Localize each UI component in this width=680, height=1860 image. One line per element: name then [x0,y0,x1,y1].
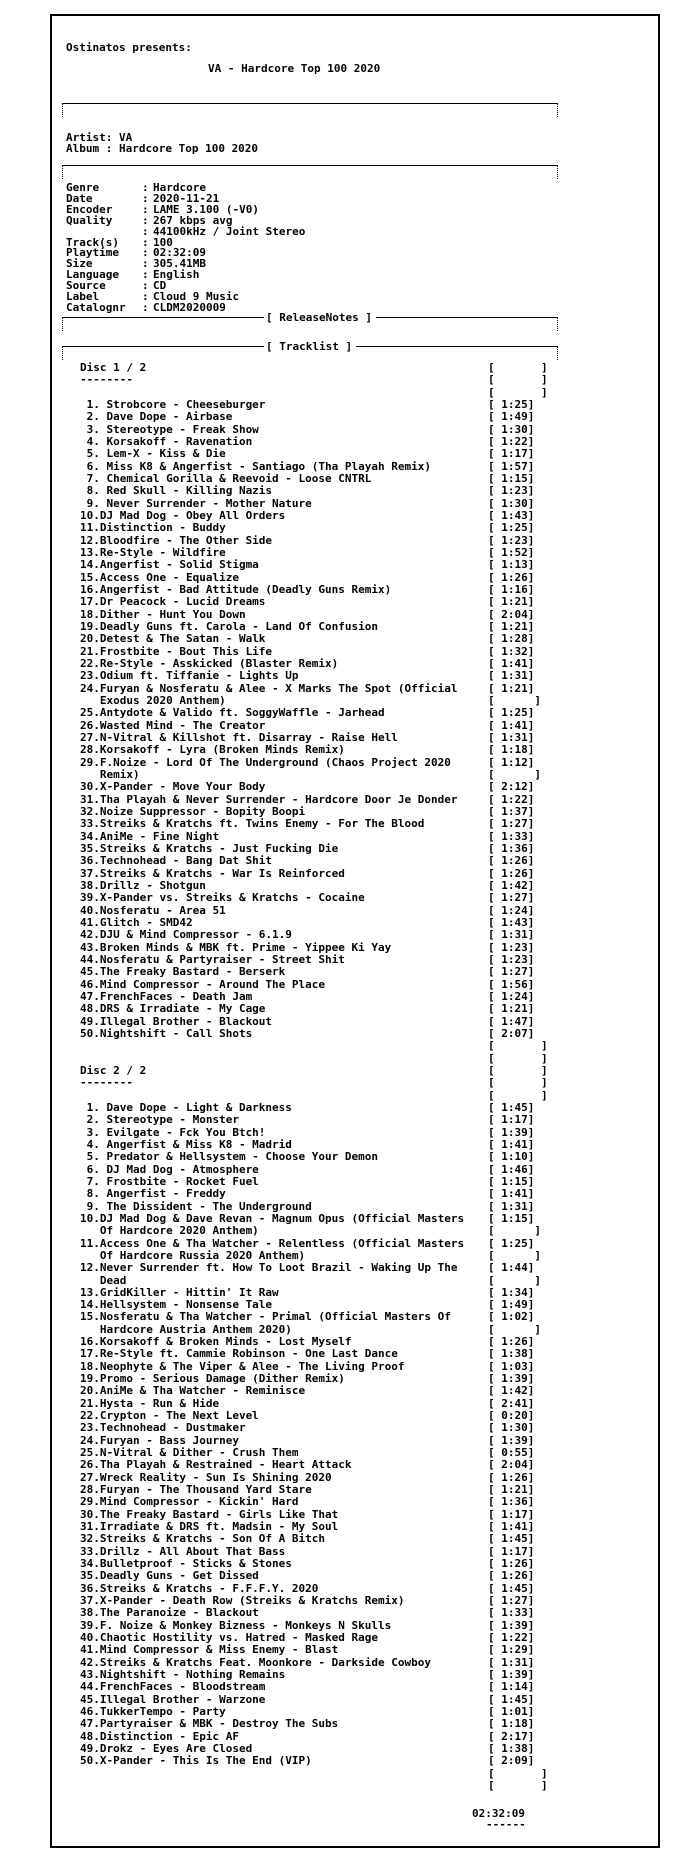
info-colon: : [142,246,149,260]
info-label: Genre [66,181,100,194]
track-duration: [ 1:22] [488,435,535,448]
track-title: 20.AniMe & Tha Watcher - Reminisce [80,1384,306,1398]
track-duration: [ 1:31] [488,928,535,942]
info-value: LAME 3.100 (-V0) [153,202,259,216]
track-title: 49.Illegal Brother - Blackout [80,1014,273,1028]
track-title: 47.FrenchFaces - Death Jam [80,989,253,1003]
track-duration: [ 1:21] [488,681,535,695]
track-duration: [ 1:26] [488,570,535,584]
track-title: 36.Streiks & Kratchs - F.F.F.Y. 2020 [80,1581,319,1595]
info-label: Playtime [66,246,119,260]
track-title: 29.F.Noize - Lord Of The Underground (Chaos Project 2020 [80,755,451,769]
info-label: Source [66,279,106,293]
track-duration: [ 1:25] [488,398,535,411]
track-title: 20.Detest & The Satan - Walk [80,632,266,646]
info-value: 100 [153,235,173,249]
track-duration: [ 1:33] [488,1606,535,1620]
track-duration: [ 1:21] [488,1483,535,1497]
track-duration: [ 1:26] [488,1557,535,1571]
info-value: Hardcore [153,181,206,194]
tracklist-heading: [ Tracklist ] [266,340,353,353]
track-duration: [ 1:45] [488,1692,535,1706]
track-duration: [ 2:07] [488,1026,535,1040]
track-duration: [ 1:01] [488,1705,535,1718]
track-title: Exodus 2020 Anthem) [80,693,226,707]
track-duration: [ 1:56] [488,977,535,991]
tracklist [52,16,658,1846]
track-title: 31.Irradiate & DRS ft. Madsin - My Soul [80,1520,339,1534]
track-duration: [ 1:17] [488,1507,535,1521]
track-title: 24.Furyan & Nosferatu & Alee - X Marks The Spot (Official [80,681,458,695]
track-title: 4. Korsakoff - Ravenation [80,435,253,448]
track-title: 7. Frostbite - Rocket Fuel [80,1174,259,1188]
track-duration: [ 1:31] [488,1655,535,1669]
track-title: 21.Frostbite - Bout This Life [80,644,273,658]
info-colon: : [142,224,149,238]
info-colon: : [142,235,149,249]
track-title: 12.Never Surrender ft. How To Loot Brazil - Waking Up The [80,1261,458,1275]
track-duration: [ ] [488,1779,548,1792]
track-duration: [ 1:41] [488,1137,535,1151]
track-duration: [ 1:43] [488,509,535,522]
track-title: 37.Streiks & Kratchs - War Is Reinforced [80,866,345,880]
track-duration: [ 1:18] [488,743,535,757]
track-title: 19.Promo - Serious Damage (Dither Remix) [80,1372,345,1386]
track-title: 26.Tha Playah & Restrained - Heart Attack [80,1458,352,1472]
track-title: 1. Dave Dope - Light & Darkness [80,1100,292,1114]
track-title: 26.Wasted Mind - The Creator [80,718,266,732]
track-duration: [ 1:31] [488,669,535,683]
track-title: 10.DJ Mad Dog - Obey All Orders [80,509,286,522]
presents-line: Ostinatos presents: [66,41,192,54]
track-title: 5. Lem-X - Kiss & Die [80,447,226,461]
info-colon: : [142,279,149,293]
track-title: 13.GridKiller - Hittin' It Raw [80,1285,279,1299]
track-title: 32.Noize Suppressor - Bopity Boopi [80,804,306,818]
track-duration: [ 1:45] [488,1532,535,1546]
info-colon: : [142,257,149,271]
track-duration: [ 1:30] [488,422,535,436]
track-duration: [ 1:10] [488,1150,535,1164]
track-duration: [ 1:36] [488,1495,535,1509]
info-label: Track(s) [66,235,119,249]
track-title: 42.DJU & Mind Compressor - 6.1.9 [80,928,292,942]
track-title: 8. Red Skull - Killing Nazis [80,484,273,498]
track-duration: [ 1:21] [488,619,535,633]
track-title: 11.Distinction - Buddy [80,521,226,535]
info-colon: : [142,268,149,282]
track-duration: [ 2:04] [488,607,535,621]
track-duration: [ 2:09] [488,1754,535,1768]
track-duration: [ 1:25] [488,1236,535,1250]
info-colon: : [142,300,149,314]
track-title: 33.Drillz - All About That Bass [80,1544,286,1558]
info-value: 02:32:09 [153,246,206,260]
track-title: Hardcore Austria Anthem 2020) [80,1322,292,1336]
track-duration: [ 1:26] [488,1470,535,1484]
track-title: 42.Streiks & Kratchs Feat. Moonkore - Darkside Cowboy [80,1655,431,1669]
track-duration: [ 1:16] [488,582,535,596]
track-title: 10.DJ Mad Dog & Dave Revan - Magnum Opus (Official Masters [80,1211,465,1225]
track-title: 23.Odium ft. Tiffanie - Lights Up [80,669,299,683]
track-title: 50.X-Pander - This Is The End (VIP) [80,1754,312,1768]
track-duration: [ 1:17] [488,1113,535,1127]
track-title: Of Hardcore Russia 2020 Anthem) [80,1248,306,1262]
track-duration: [ 1:52] [488,546,535,559]
track-duration: [ 1:31] [488,730,535,744]
track-duration: [ 1:02] [488,1310,535,1324]
info-value: 2020-11-21 [153,191,220,205]
release-notes-heading: [ ReleaseNotes ] [266,311,372,324]
track-title: Dead [80,1273,127,1287]
track-title: 35.Deadly Guns - Get Dissed [80,1569,259,1583]
track-duration: [ 1:22] [488,1631,535,1644]
track-duration: [ 1:23] [488,940,535,954]
info-label: Language [66,268,119,282]
track-duration: [ 1:31] [488,1199,535,1213]
track-title: 7. Chemical Gorilla & Reevoid - Loose CNTRL [80,472,372,485]
track-title: 38.Drillz - Shotgun [80,878,206,892]
track-title: 11.Access One & Tha Watcher - Relentless (Official Masters [80,1236,465,1250]
track-duration: [ ] [488,693,541,707]
track-duration: [ 1:38] [488,1742,535,1755]
info-label: Date [66,191,93,205]
track-duration: [ 1:17] [488,447,535,461]
track-duration: [ 1:36] [488,841,535,855]
track-title: 18.Dither - Hunt You Down [80,607,246,621]
info-label: Catalognr [66,300,126,314]
track-duration: [ 1:49] [488,1298,535,1312]
track-title: 1. Strobcore - Cheeseburger [80,398,266,411]
info-colon: : [142,290,149,303]
track-title: 9. The Dissident - The Underground [80,1199,312,1213]
track-title: 46.TukkerTempo - Party [80,1705,226,1718]
info-label: Label [66,290,100,303]
track-title: 35.Streiks & Kratchs - Just Fucking Die [80,841,339,855]
track-title: 36.Technohead - Bang Dat Shit [80,854,273,868]
track-title: 6. DJ Mad Dog - Atmosphere [80,1162,259,1176]
track-title: 44.Nosferatu & Partyraiser - Street Shit [80,952,345,966]
track-title: 2. Stereotype - Monster [80,1113,239,1127]
track-duration: [ ] [488,1273,541,1287]
info-label: Encoder [66,202,113,216]
track-duration: [ ] [488,373,548,387]
track-title: 34.AniMe - Fine Night [80,829,220,843]
track-title: 4. Angerfist & Miss K8 - Madrid [80,1137,292,1151]
track-duration: [ 1:30] [488,496,535,510]
track-duration: [ 1:41] [488,656,535,670]
track-duration: [ 1:41] [488,718,535,732]
track-duration: [ 1:46] [488,1162,535,1176]
track-title: 2. Dave Dope - Airbase [80,410,233,424]
track-duration: [ 1:32] [488,644,535,658]
track-duration: [ 1:39] [488,1125,535,1139]
track-title: 29.Mind Compressor - Kickin' Hard [80,1495,299,1509]
track-duration: [ ] [488,1322,541,1336]
album-line: Album : Hardcore Top 100 2020 [66,142,259,155]
track-title: 46.Mind Compressor - Around The Place [80,977,326,991]
track-duration: [ 1:26] [488,866,535,880]
track-duration: [ 1:15] [488,1174,535,1188]
info-colon: : [142,202,149,216]
track-duration: [ ] [488,1224,541,1238]
track-title: 40.Chaotic Hostility vs. Hatred - Masked Rage [80,1631,379,1644]
track-duration: [ 1:42] [488,1384,535,1398]
track-title: -------- [80,373,133,387]
track-duration: [ 1:23] [488,533,535,547]
track-title: 30.The Freaky Bastard - Girls Like That [80,1507,339,1521]
track-duration: [ 2:17] [488,1729,535,1743]
track-duration: [ 1:23] [488,484,535,498]
track-title: 12.Bloodfire - The Other Side [80,533,273,547]
track-title: 16.Korsakoff & Broken Minds - Lost Myself [80,1335,352,1349]
track-duration: [ ] [488,1051,548,1065]
total-underline: ------ [486,1818,526,1831]
track-duration: [ 1:13] [488,558,535,572]
track-title: 17.Re-Style ft. Cammie Robinson - One Last Dance [80,1347,398,1361]
track-duration: [ 1:57] [488,459,535,473]
track-title: 21.Hysta - Run & Hide [80,1396,220,1410]
track-duration: [ 1:22] [488,792,535,806]
track-duration: [ 1:42] [488,878,535,892]
info-value: 305.41MB [153,257,206,271]
track-title: 38.The Paranoize - Blackout [80,1606,259,1620]
track-title: 30.X-Pander - Move Your Body [80,780,266,794]
info-value: English [153,268,200,282]
track-title: 24.Furyan - Bass Journey [80,1433,239,1447]
track-duration: [ 1:45] [488,1581,535,1595]
track-title: 28.Korsakoff - Lyra (Broken Minds Remix) [80,743,345,757]
info-value: CLDM2020009 [153,300,226,314]
track-duration: [ 1:27] [488,891,535,905]
info-value: 267 kbps avg [153,213,233,227]
track-duration: [ 2:04] [488,1458,535,1472]
track-duration: [ 1:15] [488,472,535,485]
track-duration: [ 1:18] [488,1717,535,1731]
track-duration: [ 0:20] [488,1409,535,1423]
track-duration: [ 1:49] [488,410,535,424]
info-value: 44100kHz / Joint Stereo [153,224,306,238]
track-duration: [ 1:21] [488,595,535,609]
track-title: 48.DRS & Irradiate - My Cage [80,1002,266,1016]
track-title: 41.Mind Compressor & Miss Enemy - Blast [80,1643,339,1657]
track-duration: [ 1:30] [488,1421,535,1435]
track-title: 3. Evilgate - Fck You Btch! [80,1125,266,1139]
track-duration: [ 1:39] [488,1433,535,1447]
track-title: 17.Dr Peacock - Lucid Dreams [80,595,266,609]
release-title: VA - Hardcore Top 100 2020 [208,62,381,75]
track-title: 39.X-Pander vs. Streiks & Kratchs - Cocaine [80,891,365,905]
track-title: 19.Deadly Guns ft. Carola - Land Of Confusion [80,619,379,633]
info-label: Size [66,257,93,271]
track-duration: [ ] [488,1063,548,1077]
info-colon: : [142,191,149,205]
track-duration: [ ] [488,767,541,781]
track-title: 43.Broken Minds & MBK ft. Prime - Yippee Ki Yay [80,940,392,954]
track-title: 22.Re-Style - Asskicked (Blaster Remix) [80,656,339,670]
info-value: Cloud 9 Music [153,290,240,303]
track-title: 18.Neophyte & The Viper & Alee - The Living Proof [80,1359,405,1373]
track-duration: [ ] [488,1248,541,1262]
track-title: 5. Predator & Hellsystem - Choose Your Demon [80,1150,379,1164]
info-colon: : [142,181,149,194]
track-duration: [ 1:41] [488,1520,535,1534]
track-duration: [ ] [488,1766,548,1780]
track-duration: [ 0:55] [488,1446,535,1460]
track-duration: [ 1:47] [488,1014,535,1028]
track-title: 50.Nightshift - Call Shots [80,1026,253,1040]
track-duration: [ 1:29] [488,1643,535,1657]
track-title: 27.N-Vitral & Killshot ft. Disarray - Raise Hell [80,730,398,744]
track-title: 15.Access One - Equalize [80,570,239,584]
track-duration: [ 1:26] [488,1335,535,1349]
track-duration: [ 1:27] [488,965,535,979]
track-duration: [ 1:33] [488,829,535,843]
info-colon: : [142,213,149,227]
track-title: 33.Streiks & Kratchs ft. Twins Enemy - For The Blood [80,817,425,831]
track-title: 25.Antydote & Valido ft. SoggyWaffle - Jarhead [80,706,385,720]
nfo-document [50,14,660,1848]
track-duration: [ 1:24] [488,903,535,917]
track-duration: [ 1:15] [488,1211,535,1225]
track-title: 22.Crypton - The Next Level [80,1409,259,1423]
track-title: 14.Hellsystem - Nonsense Tale [80,1298,273,1312]
track-duration: [ 1:34] [488,1285,535,1299]
info-value: CD [153,279,167,293]
track-title: Of Hardcore 2020 Anthem) [80,1224,259,1238]
track-duration: [ 2:41] [488,1396,535,1410]
track-title: 27.Wreck Reality - Sun Is Shining 2020 [80,1470,332,1484]
track-duration: [ 1:26] [488,1569,535,1583]
track-duration: [ 1:38] [488,1347,535,1361]
track-duration: [ 1:12] [488,755,535,769]
info-label: Quality [66,213,113,227]
track-duration: [ 1:25] [488,521,535,535]
track-duration: [ 1:37] [488,804,535,818]
track-title: 28.Furyan - The Thousand Yard Stare [80,1483,312,1497]
track-duration: [ 1:41] [488,1187,535,1201]
track-title: 48.Distinction - Epic AF [80,1729,239,1743]
track-duration: [ 1:26] [488,854,535,868]
track-title: 14.Angerfist - Solid Stigma [80,558,259,572]
track-title: Disc 2 / 2 [80,1063,147,1077]
track-title: 45.The Freaky Bastard - Berserk [80,965,286,979]
track-duration: [ ] [488,1076,548,1090]
track-title: 23.Technohead - Dustmaker [80,1421,246,1435]
track-title: 37.X-Pander - Death Row (Streiks & Kratchs Remix) [80,1594,405,1607]
track-title: Remix) [80,767,140,781]
track-duration: [ 1:39] [488,1618,535,1632]
track-title: 43.Nightshift - Nothing Remains [80,1668,286,1681]
track-duration: [ 1:44] [488,1261,535,1275]
track-duration: [ ] [488,361,548,374]
track-duration: [ 1:27] [488,817,535,831]
track-title: 49.Drokz - Eyes Are Closed [80,1742,253,1755]
track-duration: [ 1:24] [488,989,535,1003]
track-duration: [ 1:39] [488,1668,535,1681]
track-title: 6. Miss K8 & Angerfist - Santiago (Tha Playah Remix) [80,459,431,473]
track-duration: [ ] [488,1039,548,1053]
track-title: 9. Never Surrender - Mother Nature [80,496,312,510]
track-duration: [ 1:23] [488,952,535,966]
track-duration: [ ] [488,1088,548,1102]
track-title: 44.FrenchFaces - Bloodstream [80,1680,266,1694]
track-title: 8. Angerfist - Freddy [80,1187,226,1201]
total-playtime: 02:32:09 [472,1807,525,1820]
track-duration: [ 1:17] [488,1544,535,1558]
track-duration: [ 1:25] [488,706,535,720]
track-title: 32.Streiks & Kratchs - Son Of A Bitch [80,1532,326,1546]
track-title: Disc 1 / 2 [80,361,147,374]
track-duration: [ 1:43] [488,915,535,929]
track-title: 15.Nosferatu & Tha Watcher - Primal (Official Masters Of [80,1310,451,1324]
track-title: -------- [80,1076,133,1090]
track-title: 41.Glitch - SMD42 [80,915,193,929]
track-duration: [ 1:21] [488,1002,535,1016]
track-duration: [ 1:45] [488,1100,535,1114]
track-duration: [ 1:03] [488,1359,535,1373]
track-duration: [ ] [488,385,548,399]
track-title: 13.Re-Style - Wildfire [80,546,226,559]
track-title: 39.F. Noize & Monkey Bizness - Monkeys N Skulls [80,1618,392,1632]
track-title: 31.Tha Playah & Never Surrender - Hardcore Door Je Donder [80,792,458,806]
track-title: 25.N-Vitral & Dither - Crush Them [80,1446,299,1460]
track-duration: [ 1:14] [488,1680,535,1694]
track-title: 45.Illegal Brother - Warzone [80,1692,266,1706]
track-duration: [ 1:39] [488,1372,535,1386]
track-title: 34.Bulletproof - Sticks & Stones [80,1557,292,1571]
track-title: 47.Partyraiser & MBK - Destroy The Subs [80,1717,339,1731]
track-duration: [ 2:12] [488,780,535,794]
track-duration: [ 1:27] [488,1594,535,1607]
track-title: 40.Nosferatu - Area 51 [80,903,226,917]
artist-line: Artist: VA [66,131,133,144]
track-title: 16.Angerfist - Bad Attitude (Deadly Guns Remix) [80,582,392,596]
track-duration: [ 1:28] [488,632,535,646]
track-title: 3. Stereotype - Freak Show [80,422,259,436]
